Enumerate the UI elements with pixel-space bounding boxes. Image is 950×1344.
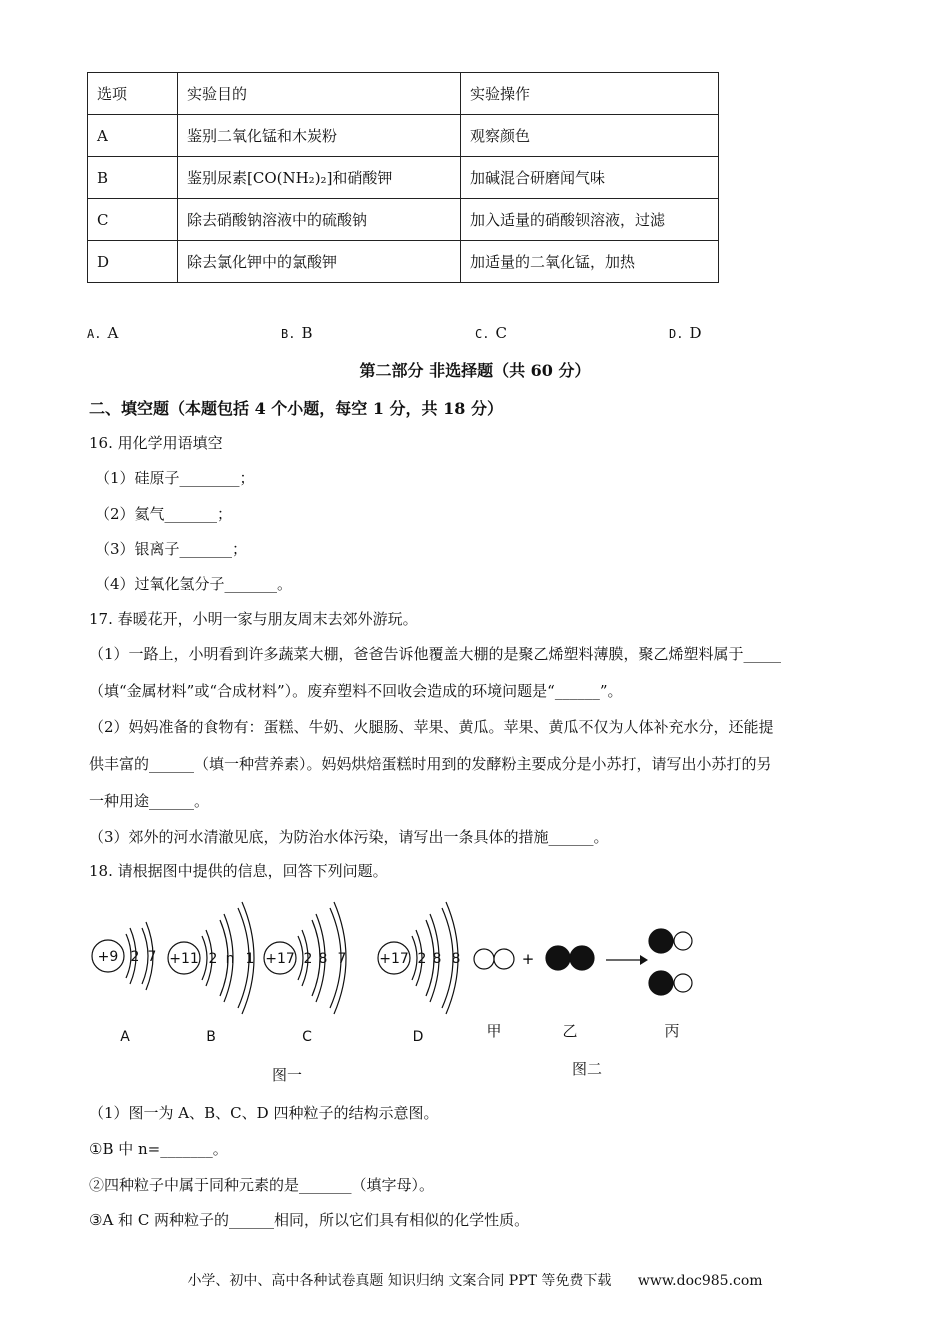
footer-text: 小学、初中、高中各种试卷真题 知识归纳 文案合同 PPT 等免费下载: [187, 1273, 612, 1289]
choice-value: D: [689, 324, 702, 342]
choice-value: A: [107, 324, 119, 342]
table-cell: C: [88, 199, 178, 241]
white-atom: [474, 949, 494, 969]
page-footer: [0, 1270, 950, 1290]
shell-arc: [202, 936, 207, 980]
choice-c[interactable]: [475, 324, 507, 342]
shell-count: 7: [337, 951, 347, 967]
q18-stem: 18. 请根据图中提供的信息，回答下列问题。: [89, 862, 388, 880]
q16-item: （2）氦气_______；: [95, 505, 233, 523]
shell-count: 7: [147, 949, 157, 965]
q17-line: （2）妈妈准备的食物有：蛋糕、牛奶、火腿肠、苹果、黄瓜。苹果、黄瓜不仅为人体补充水分，还能提: [89, 718, 774, 736]
choice-value: C: [495, 324, 507, 342]
shell-count: 2: [303, 951, 313, 967]
black-atom: [649, 971, 673, 995]
arrow-head: [640, 955, 648, 965]
table-cell: 加入适量的硝酸钡溶液，过滤: [461, 199, 719, 241]
table-header-cell: 实验操作: [461, 73, 719, 115]
q18-line: ①B 中 n=_______。: [89, 1140, 228, 1158]
table-header-cell: 实验目的: [178, 73, 461, 115]
choice-key: A.: [87, 327, 102, 341]
shell-count: 2: [208, 951, 218, 967]
atom-label: D: [412, 1029, 424, 1045]
q16-item: （4）过氧化氢分子_______。: [95, 575, 293, 593]
figure-structure-diagrams: [80, 898, 720, 1090]
shell-count: 8: [318, 951, 328, 967]
table-row: [88, 115, 719, 157]
shell-count: 2: [417, 951, 427, 967]
section2-title: 二、填空题（本题包括 4 个小题，每空 1 分，共 18 分）: [89, 399, 503, 418]
black-atom: [546, 946, 570, 970]
shell-arc: [298, 936, 303, 980]
table-cell: A: [88, 115, 178, 157]
figure-caption: 图二: [571, 1060, 603, 1078]
choice-key: D.: [669, 327, 684, 341]
table-cell: 加适量的二氧化锰，加热: [461, 241, 719, 283]
plus-sign: +: [521, 950, 535, 968]
atom-label: C: [302, 1029, 312, 1045]
choice-value: B: [301, 324, 313, 342]
shell-arc: [412, 936, 417, 980]
table-header-row: [88, 73, 719, 115]
q16-item: （1）硅原子________；: [95, 469, 255, 487]
choice-d[interactable]: [669, 324, 701, 342]
table-cell: D: [88, 241, 178, 283]
atom-label: A: [120, 1029, 130, 1045]
table-row: [88, 241, 719, 283]
q17-line: 一种用途______。: [89, 792, 210, 810]
figure-caption: 图一: [271, 1066, 303, 1084]
shell-count: 8: [451, 951, 461, 967]
nucleus-label: +11: [169, 951, 199, 967]
q18-line: ②四种粒子中属于同种元素的是_______（填字母）。: [89, 1176, 435, 1194]
nucleus-label: +17: [379, 951, 409, 967]
nucleus-label: +17: [265, 951, 295, 967]
atom-label: B: [206, 1029, 216, 1045]
table-cell: 除去氯化钾中的氯酸钾: [178, 241, 461, 283]
q17-line: （填“金属材料”或“合成材料”）。废弃塑料不回收会造成的环境问题是“______”。: [89, 682, 623, 700]
white-atom: [674, 932, 692, 950]
options-table: [87, 72, 719, 283]
table-cell: 除去硝酸钠溶液中的硫酸钠: [178, 199, 461, 241]
shell-count: 8: [432, 951, 442, 967]
table-row: [88, 199, 719, 241]
table-cell: 鉴别二氧化锰和木炭粉: [178, 115, 461, 157]
q16-item: （3）银离子_______；: [95, 540, 248, 558]
q17-line: 供丰富的______（填一种营养素）。妈妈烘焙蛋糕时用到的发酵粉主要成分是小苏打，请写出小苏打的另: [89, 755, 772, 773]
part2-title: 第二部分 非选择题（共 60 分）: [359, 361, 591, 380]
table-header-cell: 选项: [88, 73, 178, 115]
nucleus-label: +9: [97, 949, 119, 965]
q17-line: （3）郊外的河水清澈见底，为防治水体污染，请写出一条具体的措施______。: [89, 828, 609, 846]
table-row: [88, 157, 719, 199]
black-atom: [649, 929, 673, 953]
footer-site-link[interactable]: www.doc985.com: [637, 1273, 763, 1289]
choice-key: C.: [475, 327, 490, 341]
q18-line: （1）图一为 A、B、C、D 四种粒子的结构示意图。: [89, 1104, 439, 1122]
choice-b[interactable]: [281, 324, 312, 342]
white-atom: [674, 974, 692, 992]
q17-stem: 17. 春暖花开，小明一家与朋友周末去郊外游玩。: [89, 610, 418, 628]
shell-count: n: [225, 951, 235, 967]
table-cell: 加碱混合研磨闻气味: [461, 157, 719, 199]
q17-line: （1）一路上，小明看到许多蔬菜大棚，爸爸告诉他覆盖大棚的是聚乙烯塑料薄膜，聚乙烯塑料属于_____: [89, 645, 782, 663]
table-cell: 观察颜色: [461, 115, 719, 157]
q16-stem: 16. 用化学用语填空: [89, 434, 223, 452]
white-atom: [494, 949, 514, 969]
table-cell: 鉴别尿素[CO(NH₂)₂]和硝酸钾: [178, 157, 461, 199]
shell-count: 2: [130, 949, 140, 965]
choice-a[interactable]: [87, 324, 118, 342]
black-atom: [570, 946, 594, 970]
choice-key: B.: [281, 327, 296, 341]
molecule-label: 丙: [664, 1022, 680, 1040]
shell-count: 1: [245, 951, 255, 967]
molecule-label: 甲: [486, 1022, 502, 1040]
molecule-label: 乙: [562, 1022, 578, 1040]
q18-line: ③A 和 C 两种粒子的______相同，所以它们具有相似的化学性质。: [89, 1211, 530, 1229]
table-cell: B: [88, 157, 178, 199]
